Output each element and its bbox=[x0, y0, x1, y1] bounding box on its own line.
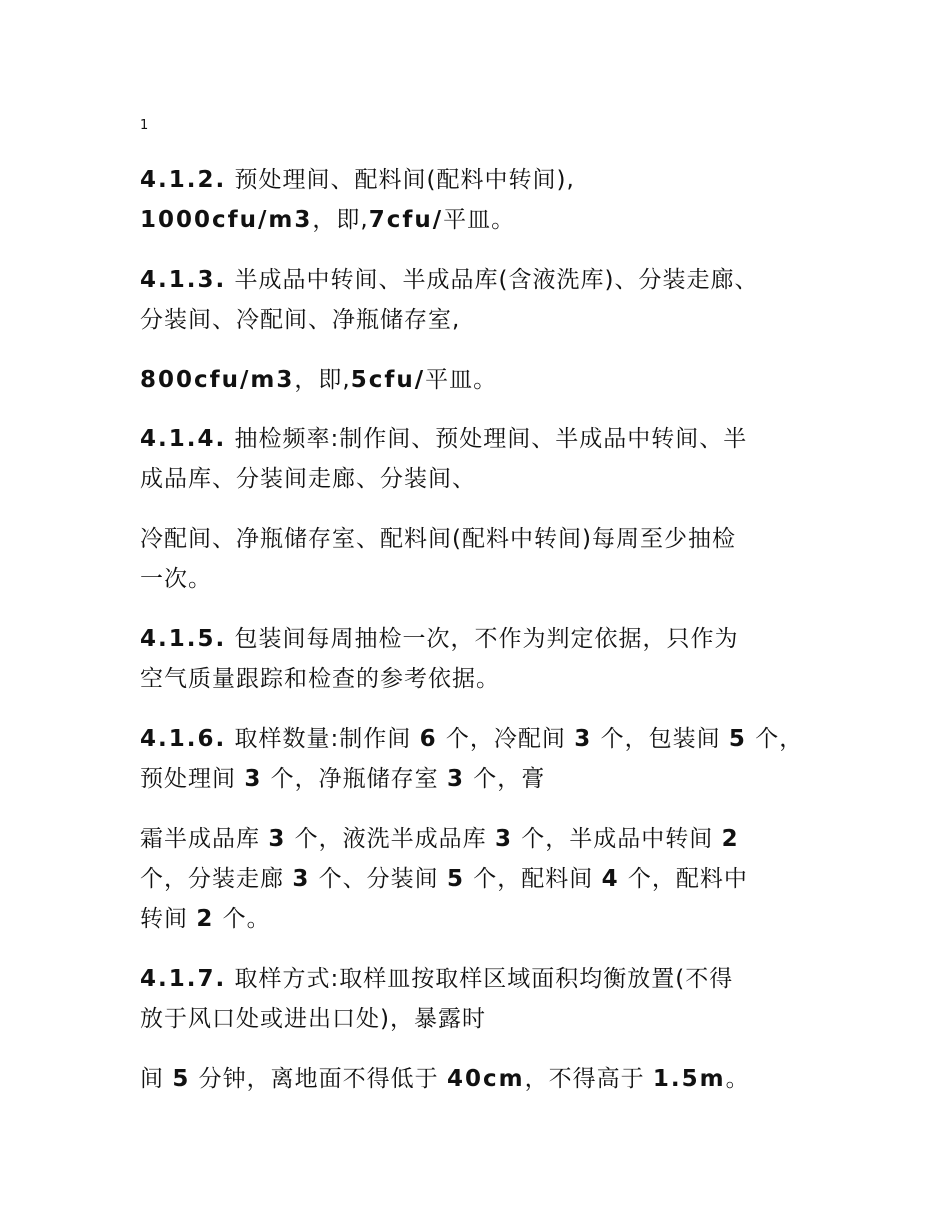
paragraph-line: 800cfu/m3，即,5cfu/平皿。 bbox=[140, 367, 498, 393]
section-number: 4.1.5. bbox=[140, 626, 227, 652]
paragraph-line: 4.1.6. 取样数量:制作间 6 个，冷配间 3 个，包装间 5 个， bbox=[140, 726, 804, 752]
paragraph-line: 转间 2 个。 bbox=[140, 906, 271, 932]
section-number: 4.1.4. bbox=[140, 426, 227, 452]
paragraph-line: 一次。 bbox=[140, 566, 212, 592]
paragraph-4-1-4-continued bbox=[140, 519, 736, 599]
section-number: 4.1.6. bbox=[140, 726, 227, 752]
paragraph-4-1-2 bbox=[140, 160, 575, 240]
paragraph-line: 4.1.7. 取样方式:取样皿按取样区域面积均衡放置(不得 bbox=[140, 966, 734, 992]
page-number: 1 bbox=[140, 118, 149, 133]
section-number: 4.1.3. bbox=[140, 267, 227, 293]
section-number: 4.1.7. bbox=[140, 966, 227, 992]
paragraph-line: 4.1.5. 包装间每周抽检一次，不作为判定依据，只作为 bbox=[140, 626, 739, 652]
paragraph-line: 预处理间 3 个，净瓶储存室 3 个，膏 bbox=[140, 766, 546, 792]
paragraph-line: 4.1.3. 半成品中转间、半成品库(含液洗库)、分装走廊、 bbox=[140, 267, 759, 293]
paragraph-4-1-7-continued bbox=[140, 1059, 750, 1099]
paragraph-line: 空气质量跟踪和检查的参考依据。 bbox=[140, 666, 500, 692]
paragraph-line: 冷配间、净瓶储存室、配料间(配料中转间)每周至少抽检 bbox=[140, 526, 736, 552]
paragraph-4-1-3 bbox=[140, 260, 759, 340]
paragraph-line: 分装间、冷配间、净瓶储存室, bbox=[140, 307, 461, 333]
paragraph-line: 1000cfu/m3，即,7cfu/平皿。 bbox=[140, 207, 516, 233]
paragraph-line: 个，分装走廊 3 个、分装间 5 个，配料间 4 个，配料中 bbox=[140, 866, 748, 892]
paragraph-4-1-3-continued bbox=[140, 360, 497, 400]
paragraph-line: 4.1.4. 抽检频率:制作间、预处理间、半成品中转间、半 bbox=[140, 426, 748, 452]
paragraph-line: 成品库、分装间走廊、分装间、 bbox=[140, 466, 476, 492]
paragraph-line: 4.1.2. 预处理间、配料间(配料中转间), bbox=[140, 167, 575, 193]
paragraph-4-1-7 bbox=[140, 959, 733, 1039]
paragraph-line: 放于风口处或进出口处)，暴露时 bbox=[140, 1006, 486, 1032]
paragraph-4-1-5 bbox=[140, 619, 739, 699]
paragraph-4-1-6 bbox=[140, 719, 803, 799]
section-number: 4.1.2. bbox=[140, 167, 227, 193]
paragraph-4-1-6-continued bbox=[140, 819, 748, 939]
paragraph-4-1-4 bbox=[140, 419, 747, 499]
paragraph-line: 霜半成品库 3 个，液洗半成品库 3 个，半成品中转间 2 bbox=[140, 826, 740, 852]
paragraph-line: 间 5 分钟，离地面不得低于 40cm，不得高于 1.5m。 bbox=[140, 1066, 750, 1092]
